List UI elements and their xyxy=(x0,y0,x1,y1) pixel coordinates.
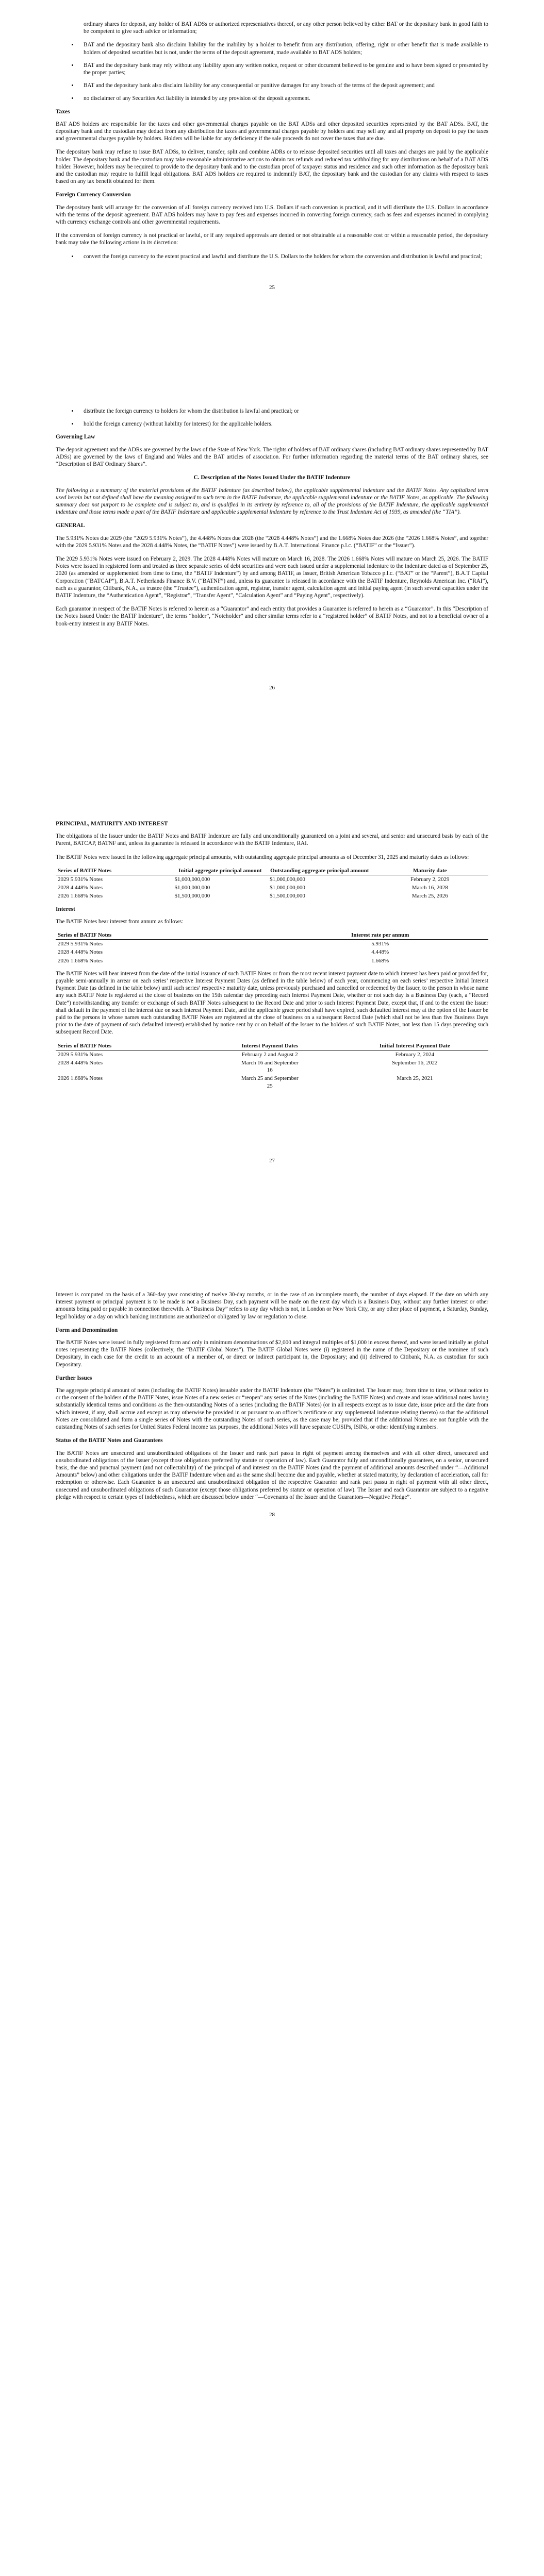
form-heading: Form and Denomination xyxy=(56,1327,118,1333)
column-header: Initial aggregate principal amount xyxy=(173,867,268,875)
principal-heading: PRINCIPAL, MATURITY AND INTEREST xyxy=(56,820,168,827)
table-row xyxy=(56,1050,488,1059)
column-header: Interest rate per annum xyxy=(272,931,489,940)
table-row xyxy=(56,940,488,948)
column-header: Series of BATIF Notes xyxy=(56,1042,199,1050)
table-cell: 2028 4.448% Notes xyxy=(58,949,103,956)
table-row xyxy=(56,1074,488,1090)
interest-intro: The BATIF Notes bear interest from annum as follows: xyxy=(56,918,184,925)
table-cell: February 2, 2024 xyxy=(395,1051,435,1058)
further-issues-heading: Further Issues xyxy=(56,1375,92,1381)
table-cell: 2028 4.448% Notes xyxy=(58,885,103,891)
fx-paragraph: The depositary bank will arrange for the conversion of all foreign currency received into U.S. Dollars if such conversion is practical, and it will distribute the U.S. Dollars in accordance with the terms of the deposit agreement. BAT ADS holders may have to pay fees and expenses incurred in converting foreign currency, such as fees and expenses incurred in complying with currency exchange controls and other governmental requirements. xyxy=(56,204,488,226)
column-header: Maturity date xyxy=(371,867,488,875)
table-cell: $1,000,000,000 xyxy=(270,885,305,891)
summary-paragraph: The following is a summary of the material provisions of the BATIF Indenture (as described below), the applicable supplemental indenture and the BATIF Notes. Any capitalized term used herein but not defined shall have the meaning assigned to such term in the BATIF Indenture, the applicable supplemental indenture or the BATIF Notes, as applicable. The following summary does not purport to be complete and is subject to, and is qualified in its entirety by reference to, all of the provisions of the BATIF Indenture, the applicable supplemental indenture and those terms made a part of the BATIF Indenture and applicable supplemental indenture by reference to the Trust Indenture Act of 1939, as amended (the “TIA”). xyxy=(56,487,488,516)
table-cell: 2026 1.668% Notes xyxy=(58,1075,103,1082)
column-header: Series of BATIF Notes xyxy=(56,867,173,875)
intro-fragment: ordinary shares for deposit, any holder of BAT ADSs or authorized representatives thereof, or any other person believed by either BAT or the depositary bank in good faith to be competent to give such advice or information; xyxy=(84,21,488,35)
table-row xyxy=(56,875,488,884)
page-number: 25 xyxy=(269,284,275,291)
column-header: Outstanding aggregate principal amount xyxy=(268,867,371,875)
fx-heading: Foreign Currency Conversion xyxy=(56,192,131,198)
interest-paragraph: The BATIF Notes will bear interest from the date of the initial issuance of such BATIF Notes or from the most recent interest payment date to which interest has been paid or provided for, payable semi-annually in arrear on each series’ respective Interest Payment Dates (as defined in the table below) of each year, commencing on each series’ respective Initial Interest Payment Date (as defined in the table below) until such series’ respective maturity date, unless previously purchased and cancelled or redeemed by the Issuer, to the person in whose name any such BATIF Note is registered at the close of business on the 15th calendar day preceding each Interest Payment Date, whether or not such day is a Business Day (each, a “Record Date”) notwithstanding any transfer or exchange of such BATIF Notes subsequent to the Record Date and prior to such Interest Payment Date, except that, if and to the extent the Issuer shall default in the payment of the interest due on such Interest Payment Date, and the applicable grace period shall have expired, such defaulted interest may at the option of the Issuer be paid to the persons in whose names such outstanding BATIF Notes are registered at the close of business on a subsequent Record Date (which shall not be less than five Business Days prior to the date of payment of such defaulted interest) established by notice sent by or on behalf of the Issuer to the holders of such BATIF Notes, not less than 15 days preceding such subsequent Record Date. xyxy=(56,970,488,1036)
table-cell: February 2, 2029 xyxy=(410,876,450,883)
table-cell: 2029 5.931% Notes xyxy=(58,876,103,883)
section-heading: C. Description of the Notes Issued Under the BATIF Indenture xyxy=(193,474,351,481)
governing-law-heading: Governing Law xyxy=(56,434,95,440)
column-header: Initial Interest Payment Date xyxy=(341,1042,488,1050)
table-cell: March 16 and September 16 xyxy=(241,1060,299,1074)
interest-heading: Interest xyxy=(56,906,75,912)
taxes-paragraph: The depositary bank may refuse to issue BAT ADSs, to deliver, transfer, split and combine ADRs or to release deposited securities until all taxes and charges are paid by the applicable holder. The depositary bank and the custodian may take reasonable administrative actions to obtain tax refunds and reduced tax withholding for any distributions on behalf of a BAT ADS holder. However, holders may be required to provide to the depositary bank and to the custodian proof of taxpayer status and residence and such other information as the depositary bank and the custodian may require to fulfill legal obligations. BAT ADS holders are required to indemnify BAT, the depositary bank and the custodian for any claims with respect to taxes based on any tax benefit obtained for them. xyxy=(56,149,488,185)
fx-list xyxy=(56,253,488,260)
principal-paragraph: The obligations of the Issuer under the BATIF Notes and BATIF Indenture are fully and unconditionally guaranteed on a joint and several, and senior and unsecured basis by each of the Parent, BATCAP, BATNF and, unless its guarantee is released in accordance with the BATIF Indenture, RAI. xyxy=(56,833,488,847)
general-paragraph: The 5.931% Notes due 2029 (the “2029 5.931% Notes”), the 4.448% Notes due 2028 (the “2028 4.448% Notes”) and the 1.668% Notes due 2026 (the “2026 1.668% Notes”, and together with the 2029 5.931% Notes and the 2028 4.448% Notes, the “BATIF Notes”) were issued by B.A.T. International Finance p.l.c. (“BATIF” or the “Issuer”). xyxy=(56,535,488,549)
table-cell: $1,000,000,000 xyxy=(270,876,305,883)
table-cell: 2028 4.448% Notes xyxy=(58,1060,103,1066)
further-issues-paragraph: The aggregate principal amount of notes (including the BATIF Notes) issuable under the BATIF Indenture (the “Notes”) is unlimited. The Issuer may, from time to time, without notice to or the consent of the holders of the BATIF Notes, issue Notes of a new series or “reopen” any series of the Notes (including the BATIF Notes) and create and issue additional notes having substantially identical terms and conditions as the then-outstanding Notes of a series (including the BATIF Notes) (or in all respects except as to issue date, issue price and the date from which interest, if any, shall accrue and except as may otherwise be provided in or pursuant to an officer’s certificate or any supplemental indenture relating thereto) so that the additional Notes are consolidated and form a single series of Notes with the outstanding Notes of such series, as the case may be; provided that if the additional Notes are not fungible with the outstanding Notes of such series for United States Federal income tax purposes, the additional Notes will have separate CUSIPs, ISINs, or other identifying numbers. xyxy=(56,1387,488,1431)
interest-computation-paragraph: Interest is computed on the basis of a 360-day year consisting of twelve 30-day months, or in the case of an incomplete month, the number of days elapsed. If the date on which any interest payment or principal payment is to be made is not a Business Day, such payment will be made on the next day which is a Business Day, without any further interest or other amounts being paid or payable in connection therewith. A “Business Day” refers to any day which is not, in London or New York City, or any other place of payment, a Saturday, Sunday, legal holiday or a day on which banking institutions are authorized or obligated by law or regulation to close. xyxy=(56,1292,488,1320)
general-paragraph: The 2029 5.931% Notes were issued on February 2, 2029. The 2028 4.448% Notes will mature on March 16, 2028. The 2026 1.668% Notes will mature on March 25, 2026. The BATIF Notes were issued in registered form and treated as three separate series of debt securities and were each issued under a supplemental indenture to the indenture dated as of September 25, 2020 (as amended or supplemented from time to time, the “BATIF Indenture”) by and among BATIF, as Issuer, British American Tobacco p.l.c. (“BAT” or the “Parent”), B.A.T Capital Corporation (“BATCAP”), B.A.T. Netherlands Finance B.V. (“BATNF”) and, unless its guarantee is released in accordance with the BATIF Indenture, Reynolds American Inc. (“RAI”), each as a guarantor, Citibank, N.A., as trustee (the “Trustee”), authentication agent, registrar, transfer agent, calculation agent and initial paying agent (in such several capacities under the BATIF Indenture, the “Authentication Agent”, “Registrar”, “Transfer Agent”, “Calculation Agent” and “Paying Agent”, respectively). xyxy=(56,555,488,599)
form-paragraph: The BATIF Notes were issued in fully registered form and only in minimum denominations of $2,000 and integral multiples of $1,000 in excess thereof, and were issued initially as global notes representing the BATIF Notes (collectively, the “BATIF Global Notes”). The BATIF Global Notes were (i) registered in the name of the Depositary or the nominee of such Depositary, in each case for the credit to an account of a member of, or direct or indirect participant in, the Depositary; and (ii) delivered to Citibank, N.A. as custodian for such Depositary. xyxy=(56,1340,488,1368)
table-cell: 2029 5.931% Notes xyxy=(58,1051,103,1058)
table-row xyxy=(56,892,488,900)
disclaimer-list xyxy=(56,41,488,102)
taxes-heading: Taxes xyxy=(56,108,70,115)
governing-law-paragraph: The deposit agreement and the ADRs are governed by the laws of the State of New York. The rights of holders of BAT ordinary shares (including BAT ordinary shares represented by BAT ADSs) are governed by the laws of England and Wales and the BAT articles of association. For further information regarding the material terms of the BAT ordinary shares, see “Description of BAT Ordinary Shares”. xyxy=(56,446,488,468)
table-row xyxy=(56,1059,488,1074)
payment-dates-table xyxy=(56,1042,488,1090)
general-heading: GENERAL xyxy=(56,522,85,529)
list-item: • hold the foreign currency (without liability for interest) for the applicable holders. xyxy=(78,420,488,428)
page-25 xyxy=(56,0,488,291)
table-cell: 2026 1.668% Notes xyxy=(58,893,103,900)
fx-paragraph: If the conversion of foreign currency is not practical or lawful, or if any required approvals are denied or not obtainable at a reasonable cost or within a reasonable period, the depositary bank may take the following actions in its discretion: xyxy=(56,232,488,246)
general-paragraph: Each guarantor in respect of the BATIF Notes is referred to herein as a “Guarantor” and each entity that provides a Guarantee is referred to herein as a “Guarantor”. In this “Description of the Notes Issued Under the BATIF Indenture”, the terms “holder”, “Noteholder” and other similar terms refer to a “registered holder” of BATIF Notes, and not to a beneficial owner of a book-entry interest in any BATIF Notes. xyxy=(56,606,488,627)
table-cell: $1,000,000,000 xyxy=(174,876,210,883)
table-row xyxy=(56,884,488,892)
table-cell: 4.448% xyxy=(371,949,389,956)
column-header: Series of BATIF Notes xyxy=(56,931,272,940)
table-cell: March 25, 2021 xyxy=(397,1075,433,1082)
list-item: • distribute the foreign currency to holders for whom the distribution is lawful and practical; or xyxy=(78,408,488,415)
column-header: Interest Payment Dates xyxy=(199,1042,341,1050)
fx-list-continued xyxy=(56,408,488,428)
table-cell: $1,500,000,000 xyxy=(174,893,210,900)
interest-rate-table xyxy=(56,931,488,965)
list-item: • no disclaimer of any Securities Act liability is intended by any provision of the deposit agreement. xyxy=(78,95,488,102)
page-27 xyxy=(56,820,488,1164)
table-cell: 2029 5.931% Notes xyxy=(58,941,103,947)
page-number: 27 xyxy=(269,1157,275,1164)
list-item: • convert the foreign currency to the extent practical and lawful and distribute the U.S. Dollars to the holders for whom the conversion and distribution is lawful and practical; xyxy=(78,253,488,260)
table-cell: 2026 1.668% Notes xyxy=(58,957,103,964)
page-number: 28 xyxy=(269,1511,275,1518)
table-row xyxy=(56,957,488,965)
page-26 xyxy=(56,408,488,691)
table-cell: March 16, 2028 xyxy=(411,885,448,891)
table-cell: 1.668% xyxy=(371,957,389,964)
table-cell: March 25, 2026 xyxy=(411,893,448,900)
table-cell: March 25 and September 25 xyxy=(241,1075,299,1089)
status-paragraph: The BATIF Notes are unsecured and unsubordinated obligations of the Issuer and rank pari passu in right of payment among themselves and with all other direct, unsecured and unsubordinated obligations of the Issuer (except those obligations preferred by statute or operation of law). Each Guarantor fully and unconditionally guarantees, on a senior, unsecured basis, the due and punctual payment (and not collectability) of the principal of and interest on the BATIF Notes (and the payment of additional amounts described under “—Additional Amounts” below) and other obligations under the BATIF Indenture when and as the same shall become due and payable, whether at stated maturity, by declaration of acceleration, call for redemption or otherwise. Each Guarantee is an unsecured and unsubordinated obligation of the respective Guarantor and rank pari passu in right of payment with all other direct, unsecured and unsubordinated obligations of such Guarantor (except those obligations preferred by statute or operation of law). The Issuer and each Guarantor are subject to a negative pledge with respect to certain types of indebtedness, which are discussed below under “—Covenants of the Issuer and the Guarantors—Negative Pledge”. xyxy=(56,1450,488,1500)
table-cell: February 2 and August 2 xyxy=(241,1051,298,1058)
page-28 xyxy=(56,1291,488,1518)
status-heading: Status of the BATIF Notes and Guarantees xyxy=(56,1437,163,1444)
table-cell: September 16, 2022 xyxy=(392,1060,438,1066)
taxes-paragraph: BAT ADS holders are responsible for the taxes and other governmental charges payable on the BAT ADSs and other deposited securities represented by the BAT ADSs. BAT, the depositary bank and the custodian may deduct from any distribution the taxes and governmental charges payable by holders and may sell any and all property on deposit to pay the taxes and governmental charges payable by holders. Holders will be liable for any deficiency if the sale proceeds do not cover the taxes that are due. xyxy=(56,121,488,142)
table-cell: $1,500,000,000 xyxy=(270,893,305,900)
principal-paragraph: The BATIF Notes were issued in the following aggregate principal amounts, with outstanding aggregate principal amounts as of December 31, 2025 and maturity dates as follows: xyxy=(56,854,469,860)
table-cell: 5.931% xyxy=(371,941,389,947)
list-item: • BAT and the depositary bank also disclaim liability for any consequential or punitive damages for any breach of the terms of the deposit agreement; and xyxy=(78,82,488,89)
list-item: • BAT and the depositary bank may rely without any liability upon any written notice, request or other document believed to be genuine and to have been signed or presented by the proper parties; xyxy=(78,62,488,76)
principal-table xyxy=(56,867,488,901)
list-item: • BAT and the depositary bank also disclaim liability for the inability by a holder to benefit from any distribution, offering, right or other benefit that is made available to holders of deposited securities but is not, under the terms of the deposit agreement, made available to BAT ADS holders; xyxy=(78,41,488,56)
table-row xyxy=(56,948,488,956)
table-cell: $1,000,000,000 xyxy=(174,885,210,891)
page-number: 26 xyxy=(269,684,275,691)
